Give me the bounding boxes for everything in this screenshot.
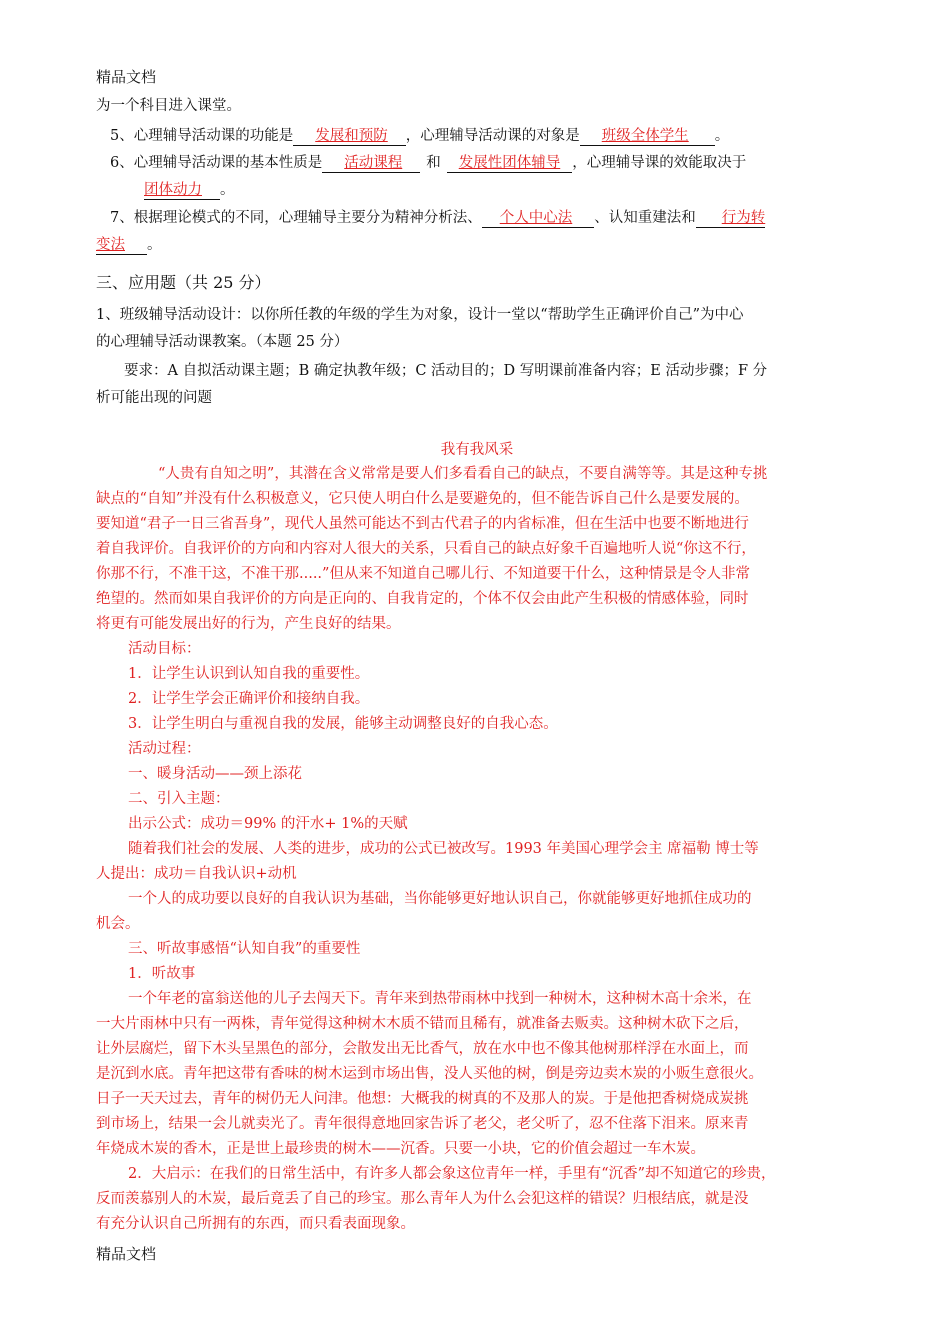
question-6 xyxy=(110,151,746,173)
section-heading: 三、应用题（共 25 分） xyxy=(96,273,271,292)
answer-blank xyxy=(447,156,573,173)
answer-text: 班级全体学生 xyxy=(601,128,689,144)
question-text: 、认知重建法和 xyxy=(594,210,696,226)
answer-blank xyxy=(293,129,406,146)
story-line: 一大片雨林中只有一两株，青年觉得这种树木木质不错而且稀有，就准备去贩卖。这种树木砍下之后， xyxy=(96,1016,749,1032)
answer-blank xyxy=(322,156,420,173)
story-line: 年烧成木炭的香木，正是世上最珍贵的树木——沉香。只要一小块，它的价值会超过一车木炭。 xyxy=(96,1141,705,1157)
step-heading: 二、引入主题： xyxy=(128,791,230,807)
paragraph-line: 人提出：成功＝自我认识+动机 xyxy=(96,866,297,882)
answer-blank xyxy=(580,129,715,146)
goal-item: 3．让学生明白与重视自我的发展，能够主动调整良好的自我心态。 xyxy=(128,716,558,732)
question-line: 1、班级辅导活动设计：以你所任教的年级的学生为对象，设计一堂以“帮助学生正确评价自己”为中心 xyxy=(96,307,744,323)
paragraph-line: 着自我评价。自我评价的方向和内容对人很大的关系，只看自己的缺点好象千百遍地听人说“你这不行， xyxy=(96,541,756,557)
question-text: 。 xyxy=(714,128,730,144)
question-line: 的心理辅导活动课教案。（本题 25 分） xyxy=(96,334,349,350)
paragraph-line: 将更有可能发展出好的行为，产生良好的结果。 xyxy=(96,616,401,632)
answer-text: 发展性团体辅导 xyxy=(458,155,561,171)
question-text: 和 xyxy=(426,155,441,171)
question-7-cont xyxy=(96,233,162,255)
answer-text: 行为转 xyxy=(721,210,766,226)
step-heading: 一、暖身活动——颈上添花 xyxy=(128,766,302,782)
answer-text: 发展和预防 xyxy=(315,128,388,144)
paragraph-line: 绝望的。然而如果自我评价的方向是正向的、自我肯定的，个体不仅会由此产生积极的情感体验，同时 xyxy=(96,591,749,607)
story-line: 一个年老的富翁送他的儿子去闯天下。青年来到热带雨林中找到一种树木，这种树木高十余米，在 xyxy=(128,991,752,1007)
insight-line: 有充分认识自己所拥有的东西，而只看表面现象。 xyxy=(96,1216,415,1232)
paragraph-line: 随着我们社会的发展、人类的进步，成功的公式已被改写。1993 年美国心理学会主 席福勒 博士等 xyxy=(128,841,759,857)
answer-blank xyxy=(482,211,595,228)
answer-title: 我有我风采 xyxy=(440,442,514,458)
question-text: 5、心理辅导活动课的功能是 xyxy=(110,128,294,144)
question-text: 7、根据理论模式的不同，心理辅导主要分为精神分析法、 xyxy=(110,210,482,226)
answer-text: 变法 xyxy=(96,237,125,253)
paragraph-line: 机会。 xyxy=(96,916,140,932)
goals-label: 活动目标： xyxy=(128,641,201,657)
story-label: 1．听故事 xyxy=(128,966,196,982)
requirement-line: 析可能出现的问题 xyxy=(96,390,212,406)
question-text: 。 xyxy=(147,237,162,253)
paragraph-line: 一个人的成功要以良好的自我认识为基础，当你能够更好地认识自己，你就能够更好地抓住成功的 xyxy=(128,891,752,907)
page-header: 精品文档 xyxy=(96,68,157,86)
answer-blank xyxy=(696,211,766,228)
answer-text: 个人中心法 xyxy=(499,210,573,226)
story-line: 是沉到水底。青年把这带有香味的树木运到市场出售，没人买他的树，倒是旁边卖木炭的小贩生意很火。 xyxy=(96,1066,763,1082)
page-footer: 精品文档 xyxy=(96,1245,157,1263)
text-line: 为一个科目进入课堂。 xyxy=(96,98,241,114)
paragraph-line: 你那不行，不准干这，不准干那.....”但从来不知道自己哪儿行、不知道要干什么，这种情景是令人非常 xyxy=(96,566,750,582)
question-6-cont xyxy=(144,178,235,200)
insight-line: 反而羡慕别人的木炭，最后竟丢了自己的珍宝。那么青年人为什么会犯这样的错误？归根结底，就是没 xyxy=(96,1191,749,1207)
question-text: 。 xyxy=(220,182,235,198)
question-5 xyxy=(110,124,729,146)
paragraph-line: “人贵有自知之明”，其潜在含义常常是要人们多看看自己的缺点，不要自满等等。其是这种专挑 xyxy=(158,466,768,482)
answer-text: 团体动力 xyxy=(144,182,202,198)
goal-item: 1．让学生认识到认知自我的重要性。 xyxy=(128,666,370,682)
requirement-line: 要求：A 自拟活动课主题；B 确定执教年级；C 活动目的；D 写明课前准备内容；E 活动步骤；F 分 xyxy=(124,363,768,379)
step-heading: 三、听故事感悟“认知自我”的重要性 xyxy=(128,941,361,957)
answer-blank xyxy=(144,183,220,200)
question-text: ，心理辅导活动课的对象是 xyxy=(405,128,580,144)
story-line: 让外层腐烂，留下木头呈黑色的部分，会散发出无比香气，放在水中也不像其他树那样浮在水面上，而 xyxy=(96,1041,749,1057)
formula: 出示公式：成功＝99% 的汗水+ 1%的天赋 xyxy=(128,816,408,832)
question-text: ，心理辅导课的效能取决于 xyxy=(572,155,747,171)
story-line: 到市场上，结果一会儿就卖光了。青年很得意地回家告诉了老父，老父听了，忍不住落下泪来。原来青 xyxy=(96,1116,749,1132)
answer-text: 活动课程 xyxy=(344,155,403,171)
paragraph-line: 缺点的“自知”并没有什么积极意义，它只使人明白什么是要避免的，但不能告诉自己什么是要发展的。 xyxy=(96,491,749,507)
story-line: 日子一天天过去，青年的树仍无人问津。他想：大概我的树真的不及那人的炭。于是他把香树烧成炭挑 xyxy=(96,1091,749,1107)
answer-blank xyxy=(96,238,147,255)
goal-item: 2．让学生学会正确评价和接纳自我。 xyxy=(128,691,370,707)
process-label: 活动过程： xyxy=(128,741,201,757)
paragraph-line: 要知道“君子一日三省吾身”，现代人虽然可能达不到古代君子的内省标准，但在生活中也要不断地进行 xyxy=(96,516,749,532)
question-7 xyxy=(110,206,765,228)
insight-line: 2．大启示：在我们的日常生活中，有许多人都会象这位青年一样，手里有“沉香”却不知道它的珍贵， xyxy=(128,1166,776,1182)
question-text: 6、心理辅导活动课的基本性质是 xyxy=(110,155,323,171)
